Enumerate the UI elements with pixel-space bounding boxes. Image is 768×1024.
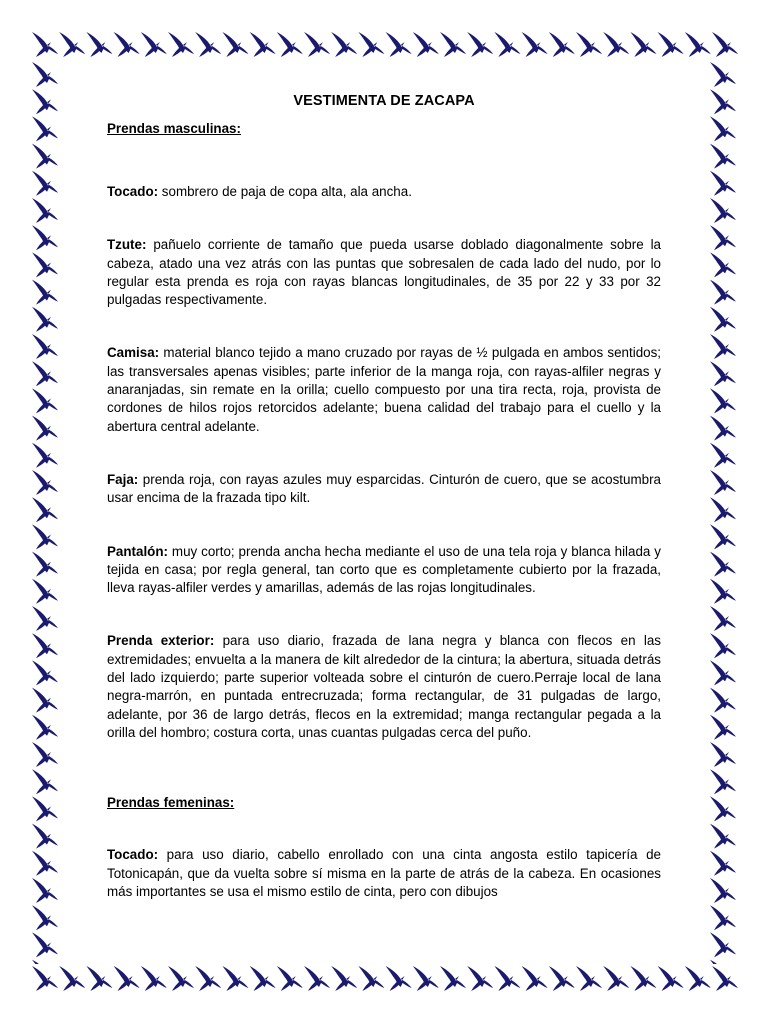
paragraph-tocado-male: [107, 183, 661, 201]
border-bottom: [30, 964, 738, 994]
swallow-bird-icon: [440, 966, 466, 991]
swallow-bird-icon: [467, 966, 493, 991]
swallow-bird-icon: [250, 966, 276, 991]
swallow-bird-icon: [331, 32, 357, 57]
swallow-bird-icon: [141, 32, 167, 57]
swallow-bird-icon: [304, 32, 330, 57]
swallow-bird-icon: [710, 307, 736, 332]
swallow-bird-icon: [32, 633, 58, 658]
paragraph-text: pañuelo corriente de tamaño que pueda usarse doblado diagonalmente sobre la cabeza, atado una vez atrás con las puntas que sobresalen de cada lado del nudo, por lo regular esta prenda es roja con rayas blancas longitudinales, de 35 por 22 y 33 por 32 pulgadas respectivamente.: [107, 237, 661, 308]
swallow-bird-icon: [277, 966, 303, 991]
swallow-bird-icon: [710, 932, 736, 957]
swallow-bird-icon: [603, 966, 629, 991]
paragraph-label: Tzute:: [107, 237, 147, 253]
swallow-bird-icon: [710, 171, 736, 196]
swallow-bird-icon: [32, 688, 58, 713]
swallow-bird-icon: [710, 606, 736, 631]
paragraph-text: para uso diario, frazada de lana negra y blanca con flecos en las extremidades; envuelta a la manera de kilt alrededor de la cintura; la abertura, situada detrás del lado izquierdo; parte superior volteada sobre el cinturón de cuero.Perraje local de lana negra-marrón, en puntada entrecruzada; forma rectangular, de 31 pulgadas de largo, adelante, por 36 de largo detrás, flecos en la extremidad; manga rectangular pegada a la orilla del hombro; costura corta, unas cuantas pulgadas cerca del puño.: [107, 633, 662, 740]
male-clothing-heading: Prendas masculinas:: [107, 121, 241, 136]
swallow-bird-icon: [710, 579, 736, 604]
swallow-bird-icon: [32, 524, 58, 549]
swallow-bird-icon: [440, 32, 466, 57]
paragraph-tzute: [107, 236, 661, 309]
swallow-bird-icon: [710, 552, 736, 577]
swallow-bird-icon: [32, 715, 58, 740]
swallow-bird-icon: [358, 32, 384, 57]
swallow-bird-icon: [549, 966, 575, 991]
swallow-bird-icon: [32, 252, 58, 277]
swallow-bird-icon: [222, 966, 248, 991]
paragraph-faja: [107, 471, 661, 508]
swallow-bird-icon: [576, 32, 602, 57]
swallow-bird-icon: [685, 966, 711, 991]
swallow-bird-icon: [32, 960, 58, 964]
swallow-bird-icon: [32, 932, 58, 957]
swallow-bird-icon: [59, 32, 85, 57]
swallow-bird-icon: [168, 966, 194, 991]
swallow-bird-icon: [86, 966, 112, 991]
swallow-bird-icon: [413, 966, 439, 991]
swallow-bird-icon: [710, 470, 736, 495]
swallow-bird-icon: [603, 32, 629, 57]
swallow-bird-icon: [712, 966, 738, 991]
swallow-bird-icon: [710, 252, 736, 277]
paragraph-text: para uso diario, cabello enrollado con una cinta angosta estilo tapicería de Totonicapán, que da vuelta sobre sí misma en la parte de atrás de la cabeza. En ocasiones más importantes se usa el mismo estilo de cinta, pero con dibujos: [107, 847, 661, 899]
swallow-bird-icon: [710, 416, 736, 441]
swallow-bird-icon: [195, 32, 221, 57]
paragraph-label: Tocado:: [107, 847, 159, 863]
swallow-bird-icon: [494, 32, 520, 57]
paragraph-label: Prenda exterior:: [107, 633, 215, 649]
paragraph-prenda-exterior: [107, 632, 661, 742]
swallow-bird-icon: [386, 966, 412, 991]
swallow-bird-icon: [32, 416, 58, 441]
swallow-bird-icon: [32, 824, 58, 849]
swallow-bird-icon: [32, 334, 58, 359]
swallow-bird-icon: [32, 32, 58, 57]
swallow-bird-icon: [386, 32, 412, 57]
swallow-bird-icon: [710, 688, 736, 713]
swallow-bird-icon: [576, 966, 602, 991]
swallow-bird-icon: [331, 966, 357, 991]
swallow-bird-icon: [32, 769, 58, 794]
swallow-bird-icon: [86, 32, 112, 57]
swallow-bird-icon: [710, 388, 736, 413]
border-top: [30, 30, 738, 60]
swallow-bird-icon: [358, 966, 384, 991]
swallow-bird-icon: [710, 715, 736, 740]
swallow-bird-icon: [467, 32, 493, 57]
border-left: [30, 60, 60, 964]
swallow-bird-icon: [710, 796, 736, 821]
swallow-bird-icon: [277, 32, 303, 57]
swallow-bird-icon: [549, 32, 575, 57]
paragraph-text: muy corto; prenda ancha hecha mediante el uso de una tela roja y blanca hilada y tejida en casa; por regla general, tan corto que es completamente cubierto por la frazada, lleva rayas-alfiler verdes y amarillas, además de las rojas longitudinales.: [107, 543, 661, 596]
paragraph-text: prenda roja, con rayas azules muy esparcidas. Cinturón de cuero, que se acostumbra usar encima de la frazada tipo kilt.: [107, 471, 661, 506]
swallow-bird-icon: [59, 966, 85, 991]
swallow-bird-icon: [710, 116, 736, 141]
swallow-bird-icon: [494, 966, 520, 991]
swallow-bird-icon: [32, 579, 58, 604]
paragraph-text: sombrero de paja de copa alta, ala ancha.: [158, 184, 412, 199]
swallow-bird-icon: [710, 524, 736, 549]
paragraph-pantalon: [107, 543, 661, 598]
swallow-bird-icon: [710, 280, 736, 305]
swallow-bird-icon: [32, 443, 58, 468]
swallow-bird-icon: [32, 470, 58, 495]
swallow-bird-icon: [141, 966, 167, 991]
swallow-bird-icon: [522, 32, 548, 57]
swallow-bird-icon: [658, 966, 684, 991]
swallow-bird-icon: [710, 960, 736, 964]
swallow-bird-icon: [710, 62, 736, 87]
swallow-bird-icon: [710, 361, 736, 386]
paragraph-camisa: [107, 344, 661, 435]
swallow-bird-icon: [710, 225, 736, 250]
swallow-bird-icon: [32, 171, 58, 196]
swallow-bird-icon: [168, 32, 194, 57]
swallow-bird-icon: [32, 851, 58, 876]
paragraph-label: Pantalón:: [107, 543, 169, 559]
swallow-bird-icon: [710, 198, 736, 223]
swallow-bird-icon: [630, 966, 656, 991]
swallow-bird-icon: [710, 89, 736, 114]
swallow-bird-icon: [413, 32, 439, 57]
swallow-bird-icon: [32, 225, 58, 250]
swallow-bird-icon: [250, 32, 276, 57]
swallow-bird-icon: [32, 89, 58, 114]
swallow-bird-icon: [710, 742, 736, 767]
female-clothing-heading: Prendas femeninas:: [107, 795, 235, 811]
swallow-bird-icon: [32, 966, 58, 991]
swallow-bird-icon: [32, 307, 58, 332]
paragraph-text: material blanco tejido a mano cruzado por rayas de ½ pulgada en ambos sentidos; las transversales apenas visibles; parte inferior de la manga roja, con rayas-alfiler negras y anaranjadas, sin remate en la orilla; cuello compuesto por una tira recta, roja, provista de cordones de hilos rojos retorcidos adelante; buena calidad del trabajo para el cuello y la abertura central adelante.: [107, 345, 661, 434]
swallow-bird-icon: [114, 966, 140, 991]
swallow-bird-icon: [32, 62, 58, 87]
document-title: VESTIMENTA DE ZACAPA: [293, 93, 475, 109]
swallow-bird-icon: [710, 878, 736, 903]
swallow-bird-icon: [712, 32, 738, 57]
swallow-bird-icon: [32, 742, 58, 767]
swallow-bird-icon: [32, 198, 58, 223]
swallow-bird-icon: [195, 966, 221, 991]
border-right: [708, 60, 738, 964]
swallow-bird-icon: [114, 32, 140, 57]
swallow-bird-icon: [32, 497, 58, 522]
swallow-bird-icon: [32, 878, 58, 903]
swallow-bird-icon: [710, 905, 736, 930]
swallow-bird-icon: [32, 660, 58, 685]
paragraph-label: Camisa:: [107, 345, 160, 361]
swallow-bird-icon: [32, 552, 58, 577]
swallow-bird-icon: [32, 388, 58, 413]
swallow-bird-icon: [685, 32, 711, 57]
swallow-bird-icon: [32, 796, 58, 821]
swallow-bird-icon: [32, 361, 58, 386]
swallow-bird-icon: [710, 824, 736, 849]
swallow-bird-icon: [304, 966, 330, 991]
swallow-bird-icon: [710, 633, 736, 658]
swallow-bird-icon: [710, 334, 736, 359]
swallow-bird-icon: [710, 769, 736, 794]
paragraph-label: Faja:: [107, 471, 139, 487]
paragraph-label: Tocado:: [107, 184, 159, 199]
swallow-bird-icon: [710, 660, 736, 685]
swallow-bird-icon: [710, 851, 736, 876]
swallow-bird-icon: [32, 116, 58, 141]
swallow-bird-icon: [32, 606, 58, 631]
swallow-bird-icon: [32, 280, 58, 305]
swallow-bird-icon: [32, 144, 58, 169]
swallow-bird-icon: [32, 905, 58, 930]
swallow-bird-icon: [710, 497, 736, 522]
swallow-bird-icon: [710, 144, 736, 169]
swallow-bird-icon: [658, 32, 684, 57]
document-page: [107, 90, 661, 901]
paragraph-tocado-female: [107, 846, 661, 901]
swallow-bird-icon: [710, 443, 736, 468]
swallow-bird-icon: [522, 966, 548, 991]
swallow-bird-icon: [630, 32, 656, 57]
swallow-bird-icon: [222, 32, 248, 57]
